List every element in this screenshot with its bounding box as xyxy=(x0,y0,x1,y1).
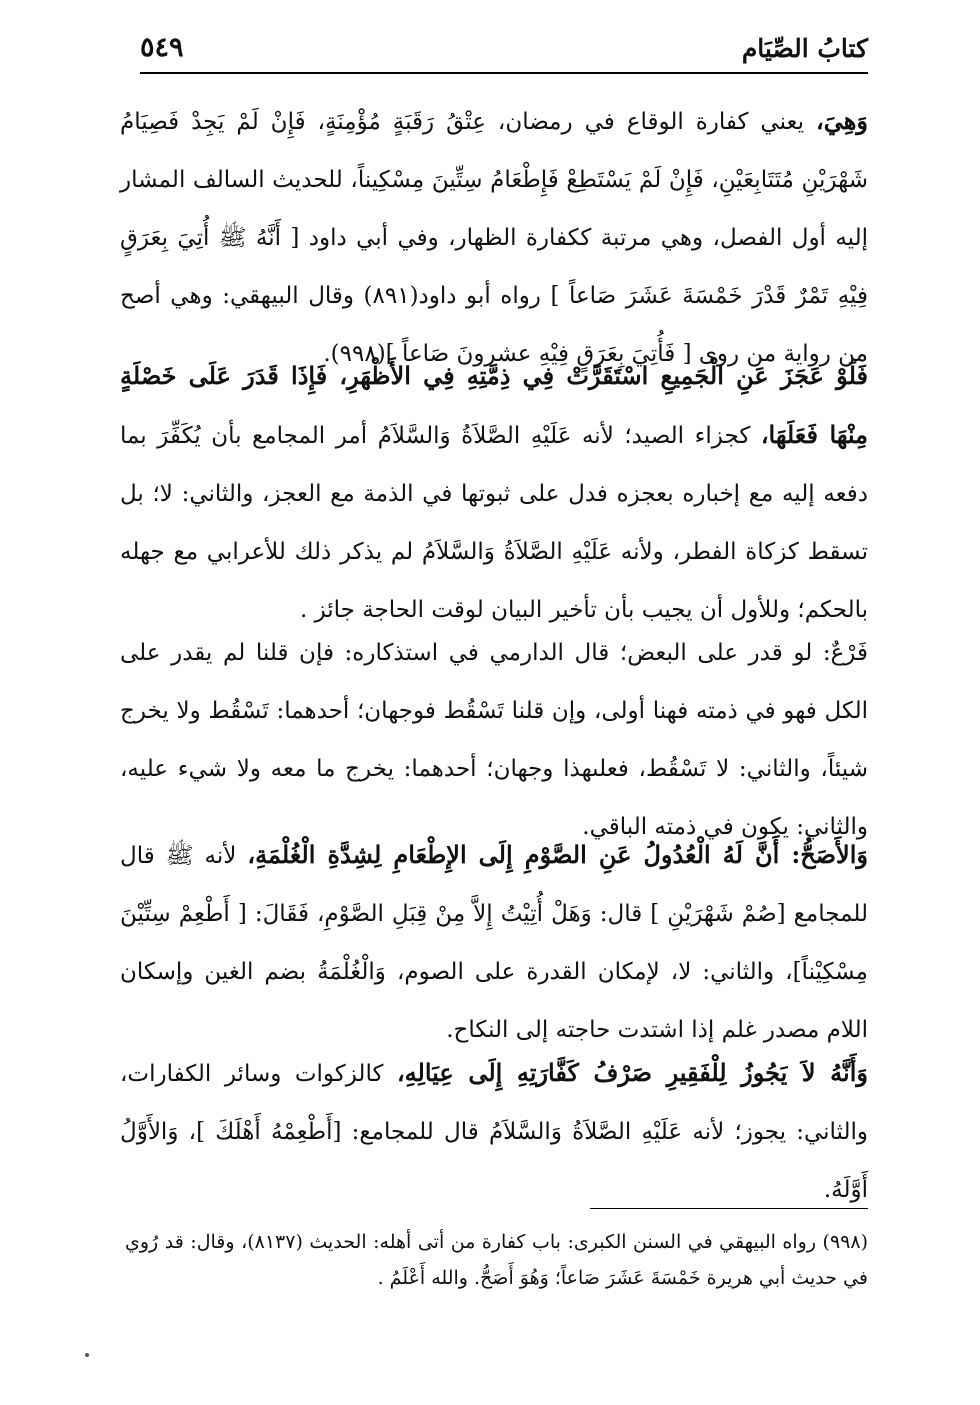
paragraph-2-text: كجزاء الصيد؛ لأنه عَلَيْهِ الصَّلاَةُ وَالسَّلاَمُ أمر المجامع بأن يُكَفِّرَ بما دفعه إليه مع إخباره بعجزه فدل على ثبوتها في الذمة مع العجز، والثاني: لا؛ بل تسقط كزكاة الفطر، ولأنه عَلَيْهِ الصَّلاَةُ وَالسَّلاَمُ لم يذكر ذلك للأعرابي مع جهله بالحكم؛ وللأول أن يجيب بأن تأخير البيان لوقت الحاجة جائز . xyxy=(120,423,868,623)
page-number: ٥٤٩ xyxy=(140,32,184,63)
paragraph-5-text: كالزكوات وسائر الكفارات، والثاني: يجوز؛ لأنه عَلَيْهِ الصَّلاَةُ وَالسَّلاَمُ قال للمجامع: [أَطْعِمْهُ أَهْلَكَ ]، وَالأَوَّلُ أَوَّلَهُ. xyxy=(120,1061,868,1203)
paragraph-2-bold: فَلَوْ عَجَزَ عَنِ الْجَمِيعِ اسْتَقَرَّتْ فِي ذِمَّتِهِ فِي الأَظْهَرِ، فَإِذَا قَدَرَ عَلَى خَصْلَةٍ مِنْهَا فَعَلَهَا، xyxy=(120,361,868,449)
paragraph-1-bold: وَهِيَ، xyxy=(816,106,868,135)
paragraph-5 xyxy=(120,1044,868,1219)
paragraph-4 xyxy=(120,826,868,1059)
footnote-divider xyxy=(590,1208,868,1209)
paragraph-4-text: لأنه ﷺ قال للمجامع [صُمْ شَهْرَيْنِ ] قال: وَهَلْ أُتِيْتُ إِلاَّ مِنْ قِبَلِ الصَّوْمِ، فَقَالَ: [ أَطْعِمْ سِتِّيْنَ مِسْكِيْناً]، والثاني: لا، لإمكان القدرة على الصوم، وَالْغُلْمَةُ بضم الغين وإسكان اللام مصدر غلم إذا اشتدت حاجته إلى النكاح. xyxy=(120,843,868,1043)
paragraph-1-text: يعني كفارة الوقاع في رمضان، عِتْقُ رَقَبَةٍ مُؤْمِنَةٍ، فَإِنْ لَمْ يَجِدْ فَصِيَامُ شَهْرَيْنِ مُتَتَابِعَيْنِ، فَإِنْ لَمْ يَسْتَطِعْ فَإِطْعَامُ سِتِّينَ مِسْكِيناً، للحديث السالف المشار إليه أول الفصل، وهي مرتبة ككفارة الظهار، وفي أبي داود [ أَنَّهُ ﷺ أُتِيَ بِعَرَقٍ فِيْهِ تَمْرٌ قَدْرَ خَمْسَةَ عَشَرَ صَاعاً ] رواه أبو داود(٨٩١) وقال البيهقي: وهي أصح من رواية من روى [ فَأُتِيَ بِعَرَقٍ فِيْهِ عشرونَ صَاعاً ](٩٩٨). xyxy=(120,109,868,367)
paragraph-5-bold: وَأَنَّهُ لاَ يَجُوزُ لِلْفَقِيرِ صَرْفُ كَفَّارَتِهِ إِلَى عِيَالِهِ، xyxy=(396,1058,868,1087)
page-speck xyxy=(85,1353,89,1357)
chapter-title: كتابُ الصِّيَام xyxy=(741,34,868,63)
paragraph-1 xyxy=(120,92,868,383)
footnote: (٩٩٨) رواه البيهقي في السنن الكبرى: باب كفارة من أتى أهله: الحديث (٨١٣٧)، وقال: قد رُوي في حديث أبي هريرة خَمْسَةَ عَشَرَ صَاعاً؛ وَهُوَ أَصَحُّ. والله أَعْلَمُ . xyxy=(125,1231,868,1289)
running-header xyxy=(140,26,868,74)
paragraph-2 xyxy=(120,347,868,639)
paragraph-4-bold: وَالأَصَحُّ: أَنَّ لَهُ الْعُدُولُ عَنِ الصَّوْمِ إِلَى الإِطْعَامِ لِشِدَّةِ الْغُلْمَةِ، xyxy=(247,840,869,869)
paragraph-3 xyxy=(120,623,868,856)
paragraph-3-text: فَرْعٌ: لو قدر على البعض؛ قال الدارمي في استذكاره: فإن قلنا لم يقدر على الكل فهو في ذمته فهنا أولى، وإن قلنا تَسْقُط فوجهان؛ أحدهما: تَسْقُط ولا يخرج شيئاً، والثاني: لا تَسْقُط، فعلىهذا وجهان؛ أحدهما: يخرج ما معه ولا شيء عليه، والثاني: يكون في ذمته الباقي. xyxy=(120,640,868,840)
